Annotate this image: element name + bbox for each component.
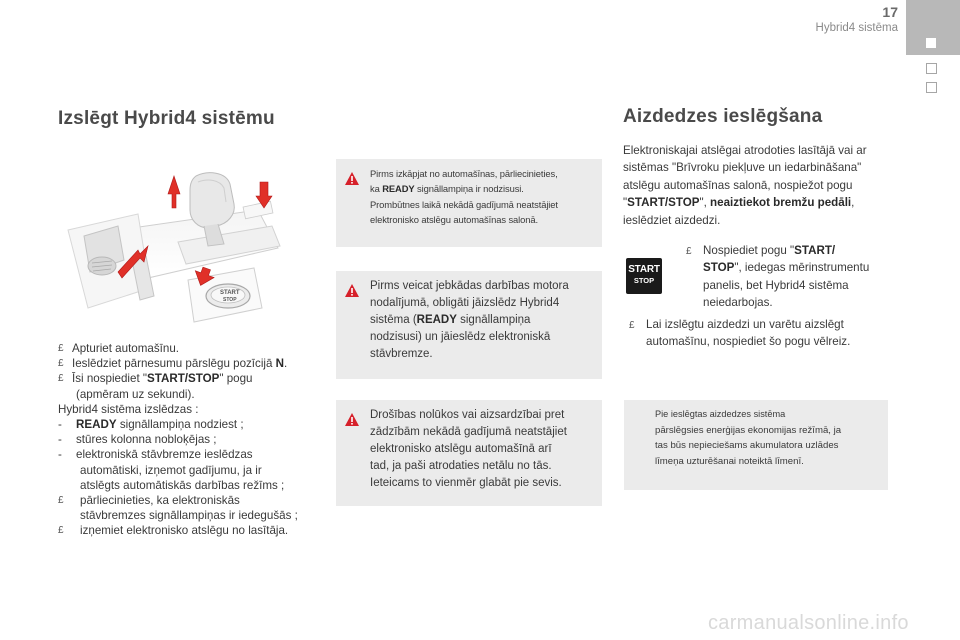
ignition-step-2: £ Lai izslēgtu aizdedzi un varētu aizslēgt automašīnu, nospiediet šo pogu vēlreiz. [629,318,851,349]
checkbox-bullet-icon: £ [629,320,635,331]
dash-marker: - [58,448,62,462]
checkbox-bullet-icon: £ [58,343,64,354]
list-item: £ Īsi nospiediet "START/STOP" pogu [58,372,253,386]
checkbox-bullet-icon: £ [58,373,64,385]
checkbox-bullet-icon: £ [58,495,64,507]
shutdown-procedure [58,341,298,539]
warning-icon [344,171,360,187]
ignition-intro: Elektroniskajai atslēgai atrodoties lasītājā vai ar sistēmas "Brīvroku piekļuve un iedarbināšana" atslēgu automašīnas salonā, nospiežot pogu "START/STOP", neaiztiekot bremžu pedāli, ieslēdziet aizdedzi. [623,144,867,227]
checkbox-bullet-icon: £ [58,525,64,537]
illustration-stop-label: STOP [223,297,237,303]
section-label: Hybrid4 sistēma [815,22,898,34]
list-item-continuation: automātiski, izņemot gadījumu, ja ir [80,463,262,477]
list-item: - READY signāllampiņa nodziest ; [58,418,244,432]
list-item: £ izņemiet elektronisko atslēgu no lasītāja. [58,524,289,538]
left-section-title: Izslēgt Hybrid4 sistēmu [58,108,275,129]
watermark: carmanualsonline.info [708,612,909,634]
chapter-tab-active[interactable] [906,0,960,55]
list-item-continuation: atslēgts automātiskās darbības režīms ; [80,478,285,492]
start-stop-button-icon: START STOP [626,258,662,294]
tab-square-icon [926,38,936,48]
list-item: £ Ieslēdziet pārnesumu pārslēgu pozīcijā N. [58,357,288,371]
list-item-continuation: stāvbremzes signāllampiņas ir iedegušās ; [80,509,298,523]
illustration-start-label: START [220,290,240,296]
hybrid4-controls-illustration [58,168,290,338]
checkbox-bullet-icon: £ [686,246,692,257]
page-number: 17 [882,4,898,20]
list-item: £ Apturiet automašīnu. [58,342,179,355]
right-section-title: Aizdedzes ieslēgšana [623,106,823,127]
warning-panel-exit: Pirms izkāpjat no automašīnas, pārliecinieties, ka READY signāllampiņa ir nodzisusi. Prombūtnes laikā nekādā gadījumā neatstājiet elektronisko atslēgu automašīnas salonā. [336,159,602,247]
info-panel-energy-saving: Pie ieslēgtas aizdedzes sistēma pārslēgsies enerģijas ekonomijas režīmā, ja tas būs nepieciešams akumulatora uzlādes līmeņa uzturēšanai noteiktā līmenī. [624,400,888,490]
warning-icon [344,283,360,299]
list-item: - elektroniskā stāvbremze ieslēdzas [58,448,253,462]
list-item: £ pārliecinieties, ka elektroniskās [58,494,240,508]
dash-marker: - [58,418,62,432]
warning-panel-key-safety: Drošības nolūkos vai aizsardzībai pret zādzībām nekādā gadījumā neatstājiet elektronisko atslēgu automašīnā arī tad, ja paši atrodaties netālu no tās. Ieteicams to vienmēr glabāt pie sevis. [336,400,602,506]
chapter-tab[interactable] [926,82,937,93]
warning-icon [344,412,360,428]
stop-intro: Hybrid4 sistēma izslēdzas : [58,402,199,416]
warning-panel-engine-bay: Pirms veicat jebkādas darbības motora nodalījumā, obligāti jāizslēdz Hybrid4 sistēma (READY signāllampiņa nodzisusi) un jāieslēdz elektroniskā stāvbremze. [336,271,602,379]
ignition-step-1: £ Nospiediet pogu "START/ STOP", iedegas mērinstrumentu panelis, bet Hybrid4 sistēma neiedarbojas. [686,244,870,309]
list-item-continuation: (apmēram uz sekundi). [76,387,195,401]
chapter-tab[interactable] [926,63,937,74]
dash-marker: - [58,433,62,447]
list-item: - stūres kolonna nobloķējas ; [58,433,217,447]
checkbox-bullet-icon: £ [58,358,64,370]
